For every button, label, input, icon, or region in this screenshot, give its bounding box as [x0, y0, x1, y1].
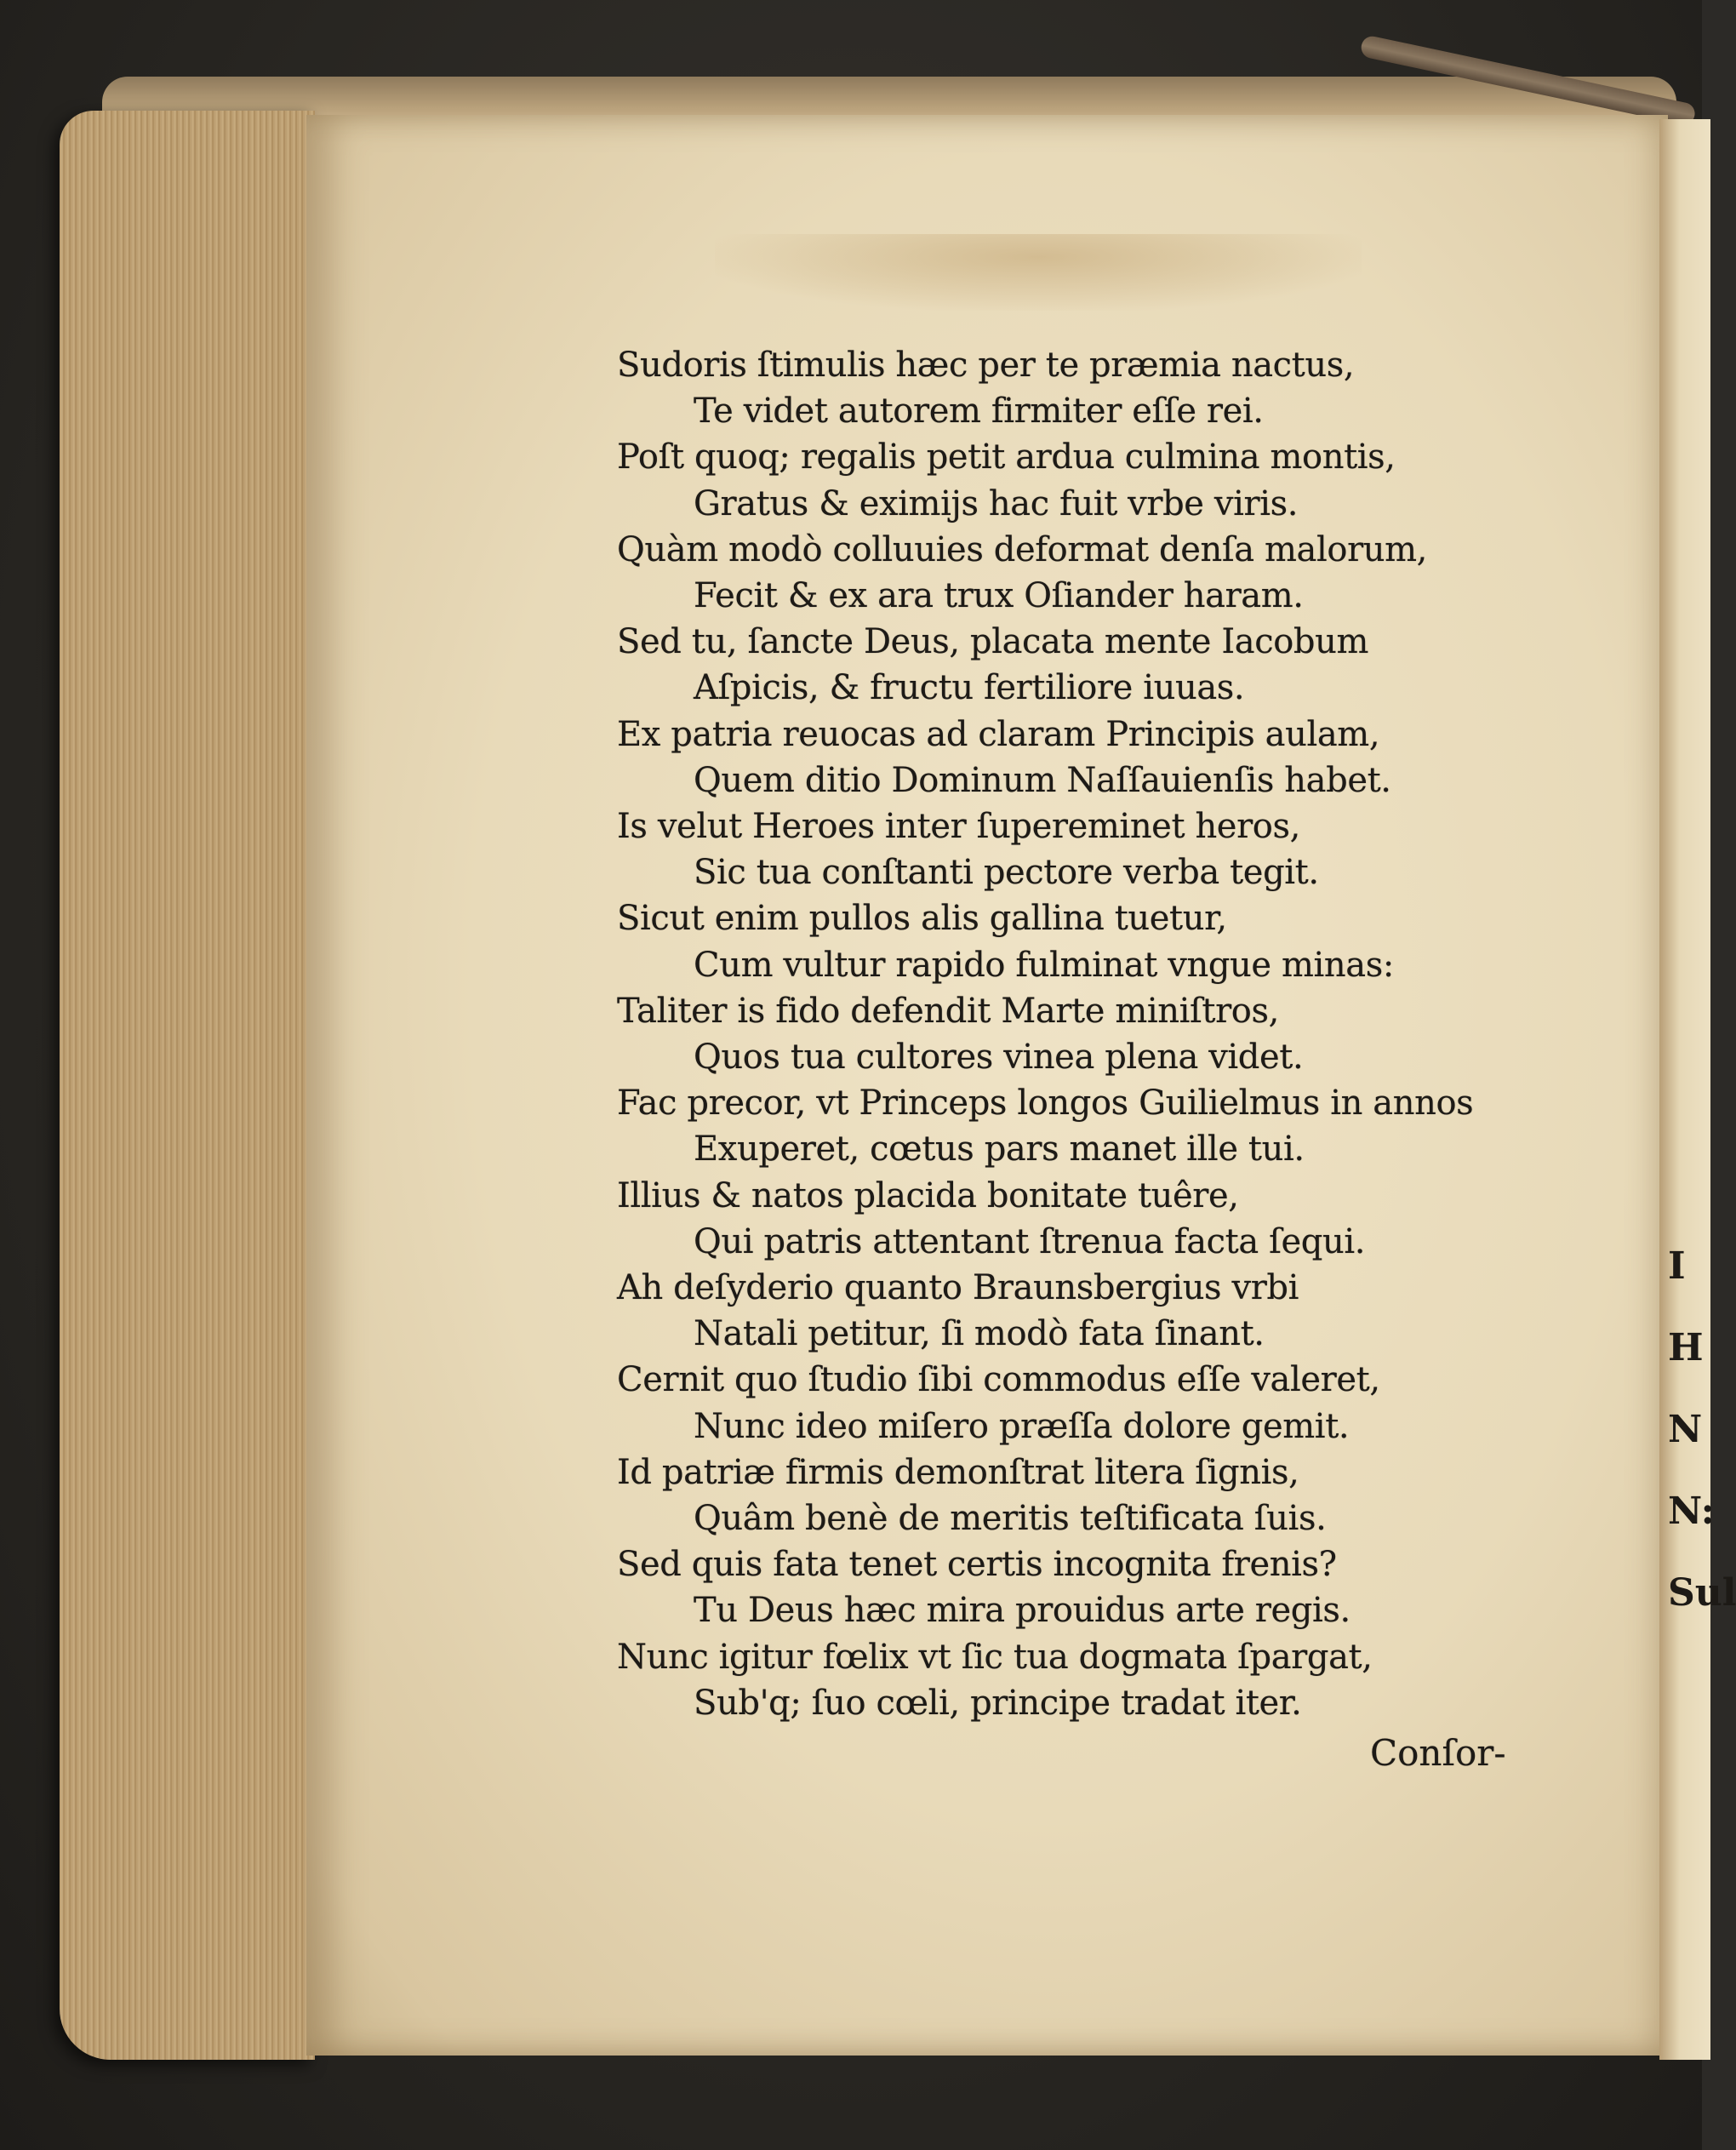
facing-page-letter: H [1668, 1326, 1704, 1369]
facing-page-edge [1659, 119, 1710, 2060]
poem-line: Is velut Heroes inter ſupereminet heros, [617, 807, 1300, 847]
poem-line: Nunc ideo miſero præſſa dolore gemit. [694, 1406, 1350, 1446]
facing-page-letter: N: [1668, 1490, 1715, 1533]
poem-line: Fecit & ex ara trux Oſiander haram. [694, 576, 1304, 616]
poem-line: Sicut enim pullos alis gallina tuetur, [617, 899, 1227, 939]
page-stack-edge [60, 111, 315, 2060]
poem-line: Nunc igitur fœlix vt ſic tua dogmata ſpargat, [617, 1637, 1373, 1677]
poem-line: Tu Deus hæc mira prouidus arte regis. [694, 1591, 1351, 1631]
poem-line: Quâm benè de meritis teſtificata ſuis. [694, 1499, 1327, 1539]
poem-line: Quos tua cultores vinea plena videt. [694, 1038, 1304, 1078]
poem-line: Ah deſyderio quanto Braunsbergius vrbi [617, 1268, 1299, 1308]
water-stain [715, 234, 1362, 311]
poem-line: Sub'q; ſuo cœli, principe tradat iter. [694, 1683, 1302, 1723]
poem-line: Ex patria reuocas ad claram Principis aulam, [617, 714, 1380, 754]
poem-text [617, 342, 1536, 1726]
poem-line: Natali petitur, ſi modò fata ſinant. [694, 1314, 1265, 1354]
poem-line: Te videt autorem firmiter eſſe rei. [694, 392, 1264, 432]
poem-line: Sed quis fata tenet certis incognita frenis? [617, 1545, 1337, 1585]
poem-line: Quem ditio Dominum Naſſauienſis habet. [694, 760, 1391, 800]
poem-line: Aſpicis, & fructu fertiliore iuuas. [694, 668, 1245, 708]
poem-line: Taliter is fido defendit Marte miniſtros, [617, 991, 1279, 1031]
facing-page-letter: N [1668, 1408, 1703, 1451]
poem-line: Quàm modò colluuies deformat denſa malorum, [617, 529, 1427, 569]
facing-page-letter: Sul [1668, 1571, 1736, 1615]
facing-page-letter: I [1668, 1244, 1686, 1288]
poem-line: Gratus & eximijs hac fuit vrbe viris. [694, 483, 1299, 523]
poem-line: Sed tu, ſancte Deus, placata mente Iacobum [617, 622, 1368, 662]
poem-line: Sudoris ſtimulis hæc per te præmia nactus, [617, 346, 1355, 385]
poem-line: Sic tua conſtanti pectore verba tegit. [694, 853, 1319, 893]
poem-line: Cernit quo ſtudio ſibi commodus eſſe valeret, [617, 1360, 1380, 1400]
poem-line: Poſt quoq; regalis petit ardua culmina montis, [617, 437, 1396, 477]
poem-line: Id patriæ firmis demonſtrat litera ſignis, [617, 1452, 1299, 1492]
poem-line: Exuperet, cœtus pars manet ille tui. [694, 1129, 1305, 1169]
poem-line: Qui patris attentant ſtrenua facta ſequi. [694, 1221, 1366, 1261]
facing-page-fragments [1668, 1226, 1736, 1634]
catchword: Conſor- [1370, 1732, 1506, 1774]
poem-line: Fac precor, vt Princeps longos Guilielmus in annos [617, 1084, 1474, 1124]
poem-line: Cum vultur rapido fulminat vngue minas: [694, 945, 1394, 985]
poem-line: Illius & natos placida bonitate tuêre, [617, 1175, 1239, 1215]
